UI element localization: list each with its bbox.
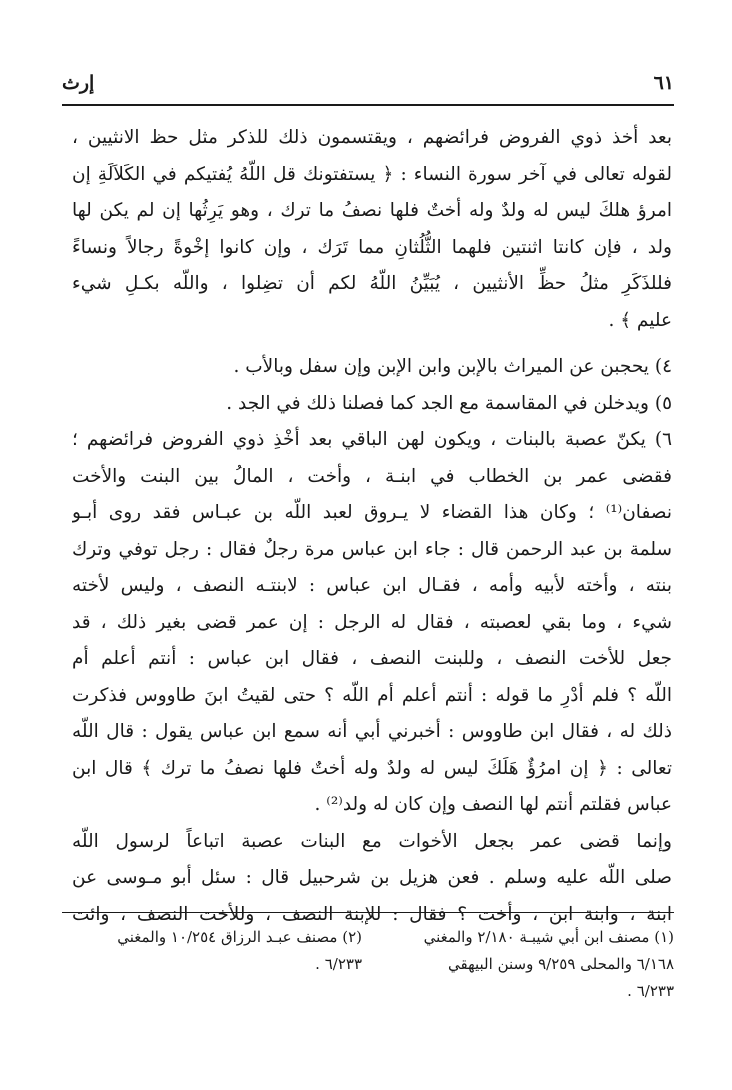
list-item-6-line: عباس فقلتم أنتم لها النصف وإن كان له ولد⁽²⁾ .: [314, 794, 672, 815]
header-rule: [62, 104, 674, 106]
list-item-6-line: ذلك له ، فقال ابن طاووس : أخبرني أبي أنه سمع ابن عباس يقول : قال اللّه: [72, 721, 672, 742]
list-item-6-line: فقضى عمر بن الخطاب في ابنـة ، وأخت ، المالُ بين البنت والأخت: [72, 465, 672, 487]
body-line: عليم ﴾ .: [608, 309, 672, 331]
list-item-4: ٤) يحجبن عن الميراث بالإبن وابن الإبن وإن سفل وبالأب .: [233, 356, 672, 377]
list-item-6-line: تعالى : ﴿ إن امرُؤٌ هَلَكَ ليس له ولدٌ وله أختٌ فلها نصفُ ما ترك ﴾ قال ابن: [72, 757, 672, 779]
list-item-6-line: بنته ، وأخته لأبيه وأمه ، فقـال ابن عباس : لابنتـه النصف ، وليس لأخته: [72, 575, 672, 596]
paragraph-gap: [72, 339, 672, 349]
list-item-5: ٥) ويدخلن في المقاسمة مع الجد كما فصلنا ذلك في الجد .: [226, 392, 672, 414]
paragraph-line: صلى اللّه عليه وسلم . فعن هزيل بن شرحبيل قال : سئل أبو مـوسى عن: [72, 867, 672, 888]
body-text: [72, 120, 672, 933]
body-line: بعد أخذ ذوي الفروض فرائضهم ، ويقتسمون ذلك للذكر مثل حظ الانثيين ،: [72, 127, 672, 148]
footnote-line: (١) مصنف ابن أبي شيبـة ٢/١٨٠ والمغني: [423, 928, 674, 946]
list-item-6-line: اللّه ؟ فلم أدْرِ ما قوله : أنتم أعلم أم اللّه ؟ حتى لقيتُ ابنَ طاووس فذكرت: [72, 684, 672, 706]
footnote-rule: [62, 912, 674, 913]
list-item-6-line: سلمة بن عبد الرحمن قال : جاء ابن عباس مرة رجلٌ فقال : رجل توفي وترك: [72, 538, 672, 560]
footnote-line: ٦/٢٣٣ .: [315, 955, 362, 973]
paragraph-line: وإنما قضى عمر بجعل الأخوات مع البنات عصبة اتباعاً لرسول اللّه: [72, 830, 672, 852]
body-line: ولد ، فإن كانتا اثنتين فلهما الثُّلُثانِ مما تَرَك ، وإن كانوا إخْوةً رجالاً ونساءً: [72, 236, 672, 258]
footnote-line: (٢) مصنف عبـد الرزاق ١٠/٢٥٤ والمغني: [117, 928, 362, 946]
page-header: [62, 72, 674, 102]
list-item-6-line: ٦) يكنّ عصبة بالبنات ، ويكون لهن الباقي بعد أخْذِ ذوي الفروض فرائضهم ؛: [72, 429, 672, 450]
body-line: لقوله تعالى في آخر سورة النساء : ﴿ يستفتونك قل اللّهُ يُفتيكم في الكَلاَلَةِ إن: [72, 163, 672, 185]
footnote-line: ٦/٢٣٣ .: [627, 982, 674, 1000]
body-line: امرؤ هلكَ ليس له ولدٌ وله أختٌ فلها نصفُ ما ترك ، وهو يَرِثُها إن لم يكن لها: [72, 200, 672, 221]
list-item-6-line: شيء ، وما بقي لعصبته ، فقال له الرجل : إن عمر قضى بغير ذلك ، قد: [72, 611, 672, 633]
footnote-2: [62, 924, 362, 978]
list-item-6-line: جعل للأخت النصف ، وللبنت النصف ، فقال ابن عباس : أنتم أعلم أم: [72, 648, 672, 669]
footnote-1: [374, 924, 674, 1005]
page-number: ٦١: [653, 72, 674, 94]
paragraph-line: ابنة ، وابنة ابن ، وأخت ؟ فقال : للإبنة النصف ، وللأخت النصف ، وائت: [72, 903, 672, 925]
list-item-6-line: نصفان⁽¹⁾ ؛ وكان هذا القضاء لا يـروق لعبد اللّه بن عبـاس فقد روى أبـو: [72, 502, 672, 523]
running-head: إرث: [62, 72, 95, 94]
body-line: فللذَكَرِ مثلُ حظِّ الأنثيين ، يُبَيِّنُ اللّهُ لكم أن تضِلوا ، واللّه بكـلِ شيء: [72, 273, 672, 294]
footnote-line: ٦/١٦٨ والمحلى ٩/٢٥٩ وسنن البيهقي: [448, 955, 674, 973]
